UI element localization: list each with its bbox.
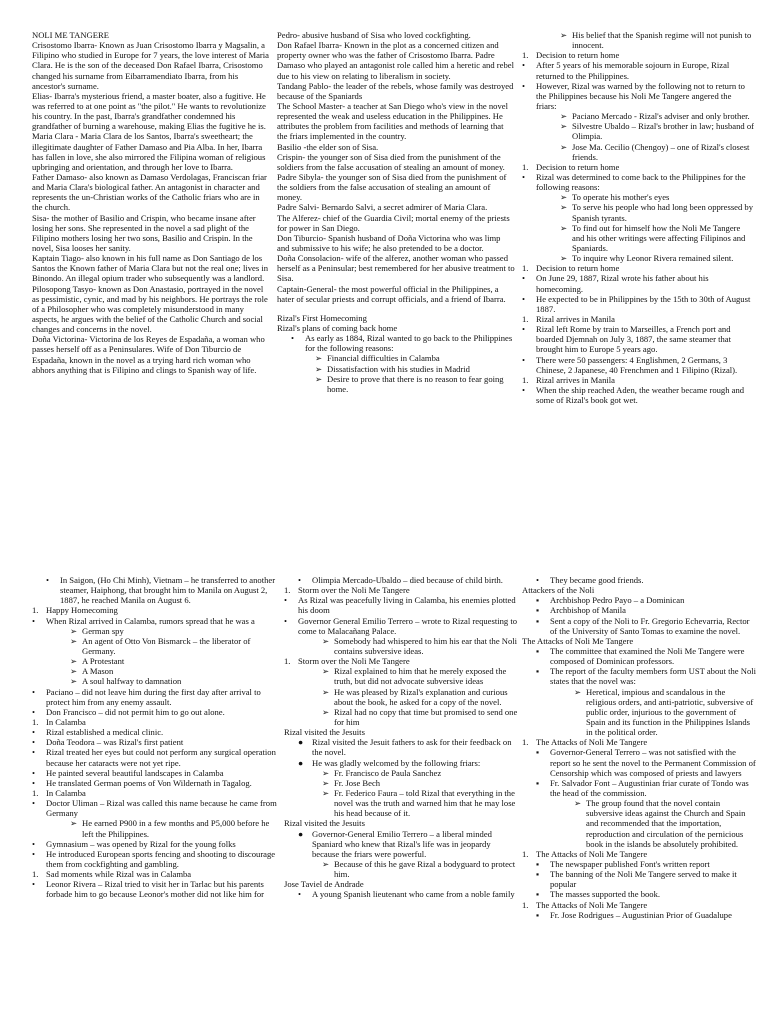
list-item-text: Heretical, impious and scandalous in the religious orders, and anti-patriotic, subversive of public order, injurious to the government of Spain and its function in the Philippines Islands in the political order.	[586, 686, 754, 738]
bullet-marker: ▪	[536, 747, 540, 758]
list-item	[32, 869, 277, 879]
list-item-text: Fr. Jose Bech	[334, 777, 381, 788]
list-item: ➢ Financial difficulties in Calamba	[315, 353, 440, 364]
list-item	[522, 30, 754, 50]
arrow-bullet-icon: ➢	[560, 192, 568, 203]
list-item-text: Silvestre Ubaldo – Rizal's brother in law; husband of Olimpia.	[572, 121, 754, 142]
paragraph: Basilio -the elder son of Sisa.	[277, 141, 379, 152]
bullet-marker: •	[32, 615, 36, 626]
bullet-marker: •	[32, 838, 36, 849]
list-item-text: A Mason	[82, 666, 114, 677]
paragraph: Tandang Pablo- the leader of the rebels, whose family was destroyed because of the Spaniards	[277, 80, 514, 101]
list-item-text: Leonor Rivera – Rizal tried to visit her in Tarlac but his parents forbade him to go because Leonor's mother did not like him for	[46, 879, 265, 900]
column-storm-over-noli	[284, 575, 519, 1024]
list-item-text: A Protestant	[82, 656, 125, 667]
arrow-bullet-icon: ➢	[315, 363, 323, 374]
list-item	[522, 859, 757, 869]
arrow-bullet-icon: ➢	[560, 111, 568, 122]
list-item-text: He earned P900 in a few months and P5,000 before he left the Philippines.	[82, 818, 270, 839]
list-item	[32, 798, 277, 818]
bullet-marker: •	[291, 333, 295, 344]
bullet-marker: ●	[298, 737, 304, 748]
list-item	[522, 202, 754, 222]
list-item	[32, 839, 277, 849]
list-item	[32, 737, 277, 747]
list-item	[522, 162, 754, 172]
list-item-text: To serve his people who had long been oppressed by Spanish tyrants.	[572, 202, 754, 223]
list-item-text: Paciano Mercado - Rizal's adviser and only brother.	[572, 111, 750, 122]
list-item-text: After 5 years of his memorable sojourn in Europe, Rizal returned to the Philippines.	[536, 60, 730, 81]
list-item	[32, 575, 277, 605]
list-item	[284, 656, 519, 666]
list-item	[284, 788, 519, 818]
list-item	[522, 50, 754, 60]
bullet-marker: •	[46, 575, 50, 585]
list-item	[32, 727, 277, 737]
list-item-text: Rizal established a medical clinic.	[46, 727, 164, 738]
list-item-text: Olimpia Mercado-Ubaldo – died because of child birth.	[312, 575, 503, 585]
arrow-bullet-icon: ➢	[70, 666, 78, 677]
list-item-text: Decision to return home	[536, 50, 620, 61]
list-item-text: When Rizal arrived in Calamba, rumors spread that he was a	[46, 615, 255, 626]
list-item-text: Archbishop Pedro Payo – a Dominican	[550, 595, 685, 606]
list-item-text: Doctor Uliman – Rizal was called this name because he came from Germany	[46, 798, 277, 819]
paragraph: Doña Victorina- Victorina de los Reyes de Espadaña, a woman who passes herself off as a Peninsulares. Wife of Don Tiburcio de Espadaña, known in the novel as a trying hard rich woman who abhors anything that is Filipino and clings to Spanish way of life.	[32, 334, 265, 375]
list-item	[284, 768, 519, 778]
list-item-text: Rizal explained to him that he merely exposed the truth, but did not advocate subversive ideas	[334, 666, 507, 687]
list-item-text: His belief that the Spanish regime will not punish to innocent.	[572, 30, 752, 51]
arrow-bullet-icon: ➢	[560, 253, 568, 264]
paragraph: Sisa- the mother of Basilio and Crispin, who became insane after losing her sons. She represented in the novel a sad plight of the Filipino mothers losing her two sons, Basilio and Crispin. In the novel, Sisa looses her sanity.	[32, 212, 256, 253]
bullet-marker: •	[32, 767, 36, 778]
list-item	[284, 889, 519, 899]
arrow-bullet-icon: ➢	[560, 121, 568, 132]
bullet-marker: 1.	[522, 737, 529, 748]
bullet-marker: •	[284, 615, 288, 626]
bullet-marker: •	[522, 80, 526, 91]
list-item	[32, 768, 277, 778]
list-item-text: Jose Ma. Cecilio (Chengoy) – one of Rizal's closest friends.	[572, 141, 750, 162]
list-item	[284, 687, 519, 707]
list-item-text: Rizal treated her eyes but could not perform any surgical operation because her cataracts were not yet ripe.	[46, 747, 276, 768]
list-item: ➢ Dissatisfaction with his studies in Madrid	[315, 363, 470, 374]
list-item-text: He painted several beautiful landscapes in Calamba	[46, 767, 224, 778]
arrow-bullet-icon: ➢	[70, 625, 78, 636]
bullet-marker: 1.	[522, 263, 529, 274]
paragraph: Father Damaso- also known as Damaso Verdolagas, Franciscan friar and Maria Clara's biological father. An antagonist in character and represents the un-Christian works of the Catholic friars who are in the church.	[32, 171, 267, 213]
arrow-bullet-icon: ➢	[574, 686, 582, 697]
section-subheading: Rizal's plans of coming back home	[277, 322, 398, 333]
bullet-marker: ●	[298, 757, 304, 768]
paragraph: Padre Salvi- Bernardo Salvi, a secret admirer of Maria Clara.	[277, 202, 488, 213]
paragraph: The School Master- a teacher at San Diego who's view in the novel represented the weak and useless education in the Philippines. He attributes the problem from facilities and methods of learning that the friars implemented in the country.	[277, 100, 508, 142]
list-item-text: The Attacks of Noli Me Tangere	[536, 899, 648, 910]
arrow-bullet-icon: ➢	[70, 635, 78, 646]
bullet-marker: •	[522, 60, 526, 71]
bullet-marker: 1.	[522, 161, 529, 172]
list-item-text: Fr. Salvador Font – Augustinian friar curate of Tondo was the head of the commission.	[550, 777, 749, 798]
list-item-text: Because of this he gave Rizal a bodyguard to protect him.	[334, 858, 516, 880]
list-item	[32, 676, 277, 686]
paragraph: Don Tiburcio- Spanish husband of Doña Victorina who was limp and submissive to his wife; he also pretended to be a doctor.	[277, 232, 501, 253]
bullet-marker: •	[522, 354, 526, 365]
list-item	[32, 656, 277, 666]
list-item-text: He was pleased by Rizal's explanation and curious about the book, he asked for a copy of the novel.	[334, 686, 508, 707]
column-decision-to-return	[522, 30, 754, 530]
list-item	[284, 616, 519, 636]
arrow-bullet-icon: ➢	[322, 767, 330, 778]
bullet-marker: ▪	[536, 615, 540, 626]
bullet-marker: 1.	[522, 50, 529, 61]
arrow-bullet-icon: ➢	[322, 777, 330, 788]
list-item-text: A young Spanish lieutenant who came from a noble family	[312, 889, 515, 900]
list-item	[522, 192, 754, 202]
list-item-text: To find out for himself how the Noli Me Tangere and his other writings were affecting Filipinos and Spaniards.	[572, 222, 746, 253]
list-item-text: An agent of Otto Von Bismarck – the liberator of Germany.	[82, 635, 251, 656]
list-item-text: Don Francisco – did not permit him to go out alone.	[46, 706, 225, 717]
paragraph: Don Rafael Ibarra- Known in the plot as a concerned citizen and property owner who was the father of Crisostomo Ibarra. Padre Damaso who played an antagonist role called him a heretic and rebel due to his view on relating to liberalism in society.	[277, 40, 514, 81]
arrow-bullet-icon: ➢	[70, 656, 78, 667]
list-item-text: Governor-General Terrero – was not satisfied with the report so he sent the novel to the Permanent Commission of Censorship which was composed of priests and lawyers	[550, 747, 756, 778]
bullet-marker: •	[522, 384, 526, 395]
paragraph: Elias- Ibarra's mysterious friend, a master boater, also a fugitive. He was referred to at one point as "the pilot." He wants to revolutionize his country. In the past, Ibarra's grandfather condemned his grandfather of burning a warehouse, making Elias the fugitive he is.	[32, 90, 266, 132]
bullet-marker: •	[522, 171, 526, 182]
list-item	[32, 616, 277, 626]
list-item	[284, 758, 519, 768]
list-item-text: He was gladly welcomed by the following friars:	[312, 757, 481, 768]
arrow-bullet-icon: ➢	[322, 787, 330, 798]
list-item	[522, 616, 757, 636]
list-item-text: Fr. Jose Rodrigues – Augustinian Prior of Guadalupe	[550, 909, 732, 920]
arrow-bullet-icon: ➢	[560, 222, 568, 233]
arrow-bullet-icon: ➢	[70, 676, 78, 687]
list-item	[284, 737, 519, 757]
bullet-marker: •	[284, 595, 288, 606]
list-item	[32, 605, 277, 615]
arrow-bullet-icon: ➢	[574, 798, 582, 809]
list-item	[522, 666, 757, 686]
list-item-text: They became good friends.	[550, 575, 644, 585]
section-heading: Jose Taviel de Andrade	[284, 879, 364, 890]
bullet-marker: •	[32, 777, 36, 788]
paragraph: Padre Sibyla- the younger son of Sisa died from the punishment of the soldiers from the false accusation of stealing an amount of money.	[277, 171, 507, 203]
section-heading: Rizal visited the Jesuits	[284, 818, 365, 829]
list-item	[522, 889, 757, 899]
arrow-bullet-icon: ➢	[560, 141, 568, 152]
list-item	[284, 707, 519, 727]
list-item	[522, 355, 754, 375]
list-item	[522, 253, 754, 263]
list-item	[32, 778, 277, 788]
list-item-text: The report of the faculty members form UST about the Noli states that the novel was:	[550, 666, 757, 687]
column-attacks-of-noli	[522, 575, 757, 1024]
bullet-marker: •	[298, 575, 302, 585]
bullet-marker: •	[32, 798, 36, 809]
paragraph: Crispin- the younger son of Sisa died from the punishment of the soldiers from the false accusation of stealing an amount of money.	[277, 151, 505, 172]
arrow-bullet-icon: ➢	[315, 373, 323, 384]
list-item: • As early as 1884, Rizal wanted to go back to the Philippines for the following reasons:	[291, 333, 513, 354]
list-item	[32, 707, 277, 717]
list-item-text: Rizal arrives in Manila	[536, 313, 615, 324]
list-item-text: To inquire why Leonor Rivera remained silent.	[572, 253, 734, 264]
list-item	[284, 595, 519, 615]
arrow-bullet-icon: ➢	[560, 30, 568, 40]
list-item-text: The Attacks of Noli Me Tangere	[536, 848, 648, 859]
list-item	[284, 575, 519, 585]
list-item-text: German spy	[82, 625, 124, 636]
bullet-marker: •	[32, 747, 36, 758]
document-title: NOLI ME TANGERE	[32, 30, 109, 40]
arrow-bullet-icon: ➢	[322, 858, 330, 869]
list-item	[522, 687, 757, 738]
bullet-marker: •	[32, 727, 36, 738]
list-item-text: Paciano – did not leave him during the first day after arrival to protect him from any enemy assault.	[46, 686, 261, 707]
list-item-text: In Calamba	[46, 716, 86, 727]
list-item-text: Decision to return home	[536, 263, 620, 274]
bullet-marker: •	[32, 848, 36, 859]
bullet-marker: 1.	[522, 899, 529, 910]
arrow-bullet-icon: ➢	[315, 353, 323, 364]
list-item-text: Rizal was determined to come back to the Philippines for the following reasons:	[536, 171, 746, 193]
list-item-text: He introduced European sports fencing and shooting to discourage them from cockfighting and gambling.	[46, 848, 276, 869]
list-item	[32, 687, 277, 707]
paragraph: Doña Consolacion- wife of the alferez, another woman who passed herself as a Peninsular; best remembered for her abusive treatment to Sisa.	[277, 253, 515, 284]
bullet-marker: •	[32, 686, 36, 697]
bullet-marker: ▪	[536, 889, 540, 900]
list-item	[522, 646, 757, 666]
bullet-marker: 1.	[522, 374, 529, 385]
list-item-text: When the ship reached Aden, the weather became rough and some of Rizal's book got wet.	[536, 384, 745, 406]
paragraph: The Alferez- chief of the Guardia Civil; mortal enemy of the priests for power in San Diego.	[277, 212, 510, 233]
arrow-bullet-icon: ➢	[70, 818, 78, 829]
list-item	[522, 737, 757, 747]
list-item-text: Fr. Francisco de Paula Sanchez	[334, 767, 442, 778]
list-item	[522, 849, 757, 859]
bullet-marker: ▪	[536, 666, 540, 677]
bullet-marker: ▪	[536, 909, 540, 920]
paragraph: Captain-General- the most powerful official in the Philippines, a hater of secular priests and corrupt officials, and a friend of Ibarra.	[277, 283, 506, 304]
list-item-text: The banning of the Noli Me Tangere served to make it popular	[550, 869, 737, 890]
list-item	[522, 595, 757, 605]
list-item-text: The Attacks of Noli Me Tangere	[536, 737, 648, 748]
bullet-marker: ▪	[536, 605, 540, 616]
list-item	[284, 636, 519, 656]
list-item-text: He expected to be in Philippines by the 15th to 30th of August 1887.	[536, 293, 751, 314]
list-item	[522, 273, 754, 293]
section-heading: Attackers of the Noli	[522, 585, 595, 596]
bullet-marker: •	[32, 706, 36, 717]
paragraph: Kaptain Tiago- also known in his full name as Don Santiago de los Santos the Known father of Maria Clara but not the real one; lives in Binondo. An illegal opium trader who subsequently was a landlord.	[32, 253, 269, 284]
bullet-marker: 1.	[284, 585, 291, 596]
list-item: ➢ Desire to prove that there is no reason to fear going home.	[315, 373, 504, 394]
list-item	[32, 788, 277, 798]
list-item	[32, 879, 277, 899]
arrow-bullet-icon: ➢	[322, 706, 330, 717]
list-item-text: Sad moments while Rizal was in Calamba	[46, 869, 192, 880]
bullet-marker: •	[522, 324, 526, 335]
arrow-bullet-icon: ➢	[322, 686, 330, 697]
list-item-text: To operate his mother's eyes	[572, 192, 670, 203]
list-item-text: The group found that the novel contain subversive ideas against the Church and Spain and recommended that the importation, reproduction and circulation of the pernicious book in the islands be absolutely prohibited.	[586, 798, 746, 849]
list-item	[522, 798, 757, 849]
list-item	[32, 818, 277, 838]
list-item-text: Decision to return home	[536, 161, 620, 172]
list-item	[522, 900, 757, 910]
list-item-text: Governor-General Emilio Terrero – a liberal minded Spaniard who knew that Rizal's life was in jeopardy because the friars were powerful.	[312, 828, 492, 859]
bullet-marker: 1.	[522, 848, 529, 859]
arrow-bullet-icon: ➢	[322, 666, 330, 677]
paragraph: Crisostomo Ibarra- Known as Juan Crisostomo Ibarra y Magsalin, a Filipino who studied in Europe for 7 years, the love interest of Maria Clara. He is the son of the deceased Don Rafael Ibarra, Crisostomo changed his surname from Eibarramendiato Ibarra, from his ancestor's surname.	[32, 40, 269, 91]
bullet-marker: •	[536, 575, 540, 585]
section-heading: Rizal visited the Jesuits	[284, 727, 365, 738]
bullet-marker: •	[32, 879, 36, 890]
list-item	[522, 869, 757, 889]
bullet-marker: 1.	[522, 313, 529, 324]
list-item-text: Doña Teodora – was Rizal's first patient	[46, 737, 184, 748]
arrow-bullet-icon: ➢	[560, 202, 568, 213]
section-heading: The Attacks of Noli Me Tangere	[522, 635, 634, 646]
list-item-text: He translated German poems of Von Wildernath in Tagalog.	[46, 777, 252, 788]
list-item-text: Archbishop of Manila	[550, 605, 626, 616]
list-item-text: Storm over the Noli Me Tangere	[298, 656, 410, 667]
list-item	[522, 314, 754, 324]
list-item	[522, 172, 754, 192]
bullet-marker: •	[522, 293, 526, 304]
list-item	[522, 910, 757, 920]
list-item-text: The newspaper published Font's written report	[550, 858, 710, 869]
list-item-text: Gymnasium – was opened by Rizal for the young folks	[46, 838, 236, 849]
list-item	[522, 121, 754, 141]
list-item-text: Rizal had no copy that time but promised to send one for him	[334, 706, 518, 727]
list-item-text: Happy Homecoming	[46, 605, 118, 616]
list-item-text: The masses supported the book.	[550, 889, 661, 900]
list-item	[522, 375, 754, 385]
list-item	[522, 263, 754, 273]
list-item	[284, 585, 519, 595]
bullet-marker: ●	[298, 828, 304, 839]
bullet-marker: 1.	[32, 716, 39, 727]
list-item	[522, 223, 754, 253]
list-item	[32, 717, 277, 727]
list-item-text: Rizal visited the Jesuit fathers to ask for their feedback on the novel.	[312, 737, 512, 758]
list-item	[522, 294, 754, 314]
list-item	[522, 575, 757, 585]
bullet-marker: 1.	[284, 656, 291, 667]
list-item	[522, 142, 754, 162]
list-item	[284, 666, 519, 686]
list-item-text: Rizal left Rome by train to Marseilles, a French port and boarded Djemnah on July 3, 1887, the same steamer that brought him to Europe 5 years ago.	[536, 324, 731, 355]
bullet-marker: 1.	[32, 605, 39, 616]
bullet-marker: ▪	[536, 869, 540, 880]
list-item-text: Rizal arrives in Manila	[536, 374, 615, 385]
list-item	[32, 849, 277, 869]
list-item	[522, 111, 754, 121]
column-characters-2	[277, 30, 515, 530]
bullet-marker: ▪	[536, 645, 540, 656]
list-item	[522, 605, 757, 615]
list-item	[284, 859, 519, 879]
list-item-text: A soul halfway to damnation	[82, 676, 182, 687]
list-item-text: In Saigon, (Ho Chi Minh), Vietnam – he transferred to another steamer, Haiphong, that brought him to Manila on August 2, 1887, he reached Manila on August 6.	[60, 575, 276, 606]
list-item-text: Somebody had whispered to him his ear that the Noli contains subversive ideas.	[334, 635, 518, 656]
list-item-text: In Calamba	[46, 787, 86, 798]
list-item-text: On June 29, 1887, Rizal wrote his father about his homecoming.	[536, 273, 709, 294]
list-item-text: Sent a copy of the Noli to Fr. Gregorio Echevarria, Rector of the University of Santo Tomas to examine the novel.	[550, 615, 750, 636]
list-item	[32, 626, 277, 636]
list-item-text: As Rizal was peacefully living in Calamba, his enemies plotted his doom	[298, 595, 516, 616]
list-item	[284, 778, 519, 788]
list-item-text: Governor General Emilio Terrero – wrote to Rizal requesting to come to Malacañang Palace.	[298, 615, 518, 636]
bullet-marker: 1.	[32, 869, 39, 880]
column-homecoming	[32, 575, 277, 1024]
paragraph: Pilosopong Tasyo- known as Don Anastasio, portrayed in the novel as pessimistic, cynic, and mad by his neighbors. He portrays the role of a Philosopher who was completely misunderstood in many aspects, he argues with the belief of the Catholic Church and social changes and concerns in the novel.	[32, 283, 268, 335]
column-characters-1	[32, 30, 272, 530]
list-item	[522, 385, 754, 405]
bullet-marker: ▪	[536, 858, 540, 869]
section-heading: Rizal's First Homecoming	[277, 312, 367, 323]
list-item-text: Storm over the Noli Me Tangere	[298, 585, 410, 596]
bullet-marker: 1.	[32, 787, 39, 798]
paragraph: Pedro- abusive husband of Sisa who loved cockfighting.	[277, 30, 471, 40]
bullet-marker: ▪	[536, 595, 540, 606]
bullet-marker: •	[522, 273, 526, 284]
list-item	[522, 324, 754, 354]
list-item	[284, 829, 519, 859]
list-item	[522, 778, 757, 798]
list-item	[32, 636, 277, 656]
list-item	[522, 747, 757, 777]
bullet-marker: ▪	[536, 777, 540, 788]
list-item	[32, 666, 277, 676]
list-item-text: There were 50 passengers: 4 Englishmen, 2 Germans, 3 Chinese, 2 Japanese, 40 Frenchmen and 1 Filipino (Rizal).	[536, 354, 738, 375]
bullet-marker: •	[298, 889, 302, 900]
list-item-text: Fr. Federico Faura – told Rizal that everything in the novel was the truth and warned him that he may lose his head because of it.	[334, 787, 516, 819]
list-item-text: The committee that examined the Noli Me Tangere were composed of Dominican professors.	[550, 645, 745, 667]
paragraph: Maria Clara - Maria Clara de los Santos, Ibarra's sweetheart; the illegitimate daughter of Father Damaso and Pia Alba. In her, Ibarra has fallen in love, she also mirrored the Filipina woman of religious upbringing and orientation, and through her love to Ibarra.	[32, 131, 266, 172]
list-item	[32, 747, 277, 767]
list-item-text: However, Rizal was warned by the following not to return to the Philippines because his Noli Me Tangere angered the friars:	[536, 80, 745, 111]
list-item	[522, 60, 754, 80]
bullet-marker: •	[32, 737, 36, 748]
list-item	[522, 81, 754, 111]
arrow-bullet-icon: ➢	[322, 635, 330, 646]
